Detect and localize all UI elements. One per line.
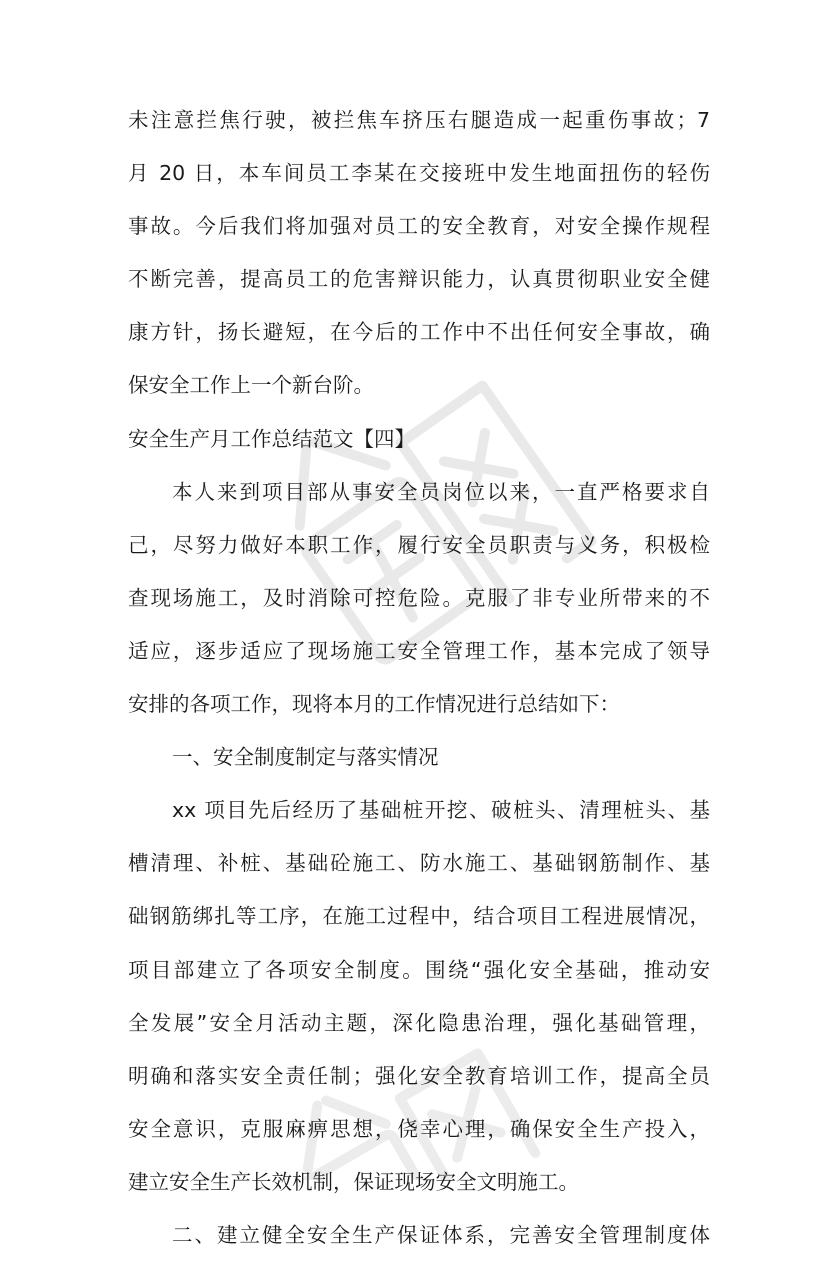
body-line: 建立安全生产长效机制，保证现场安全文明施工。: [128, 1169, 579, 1194]
body-line: 未注意拦焦行驶，被拦焦车挤压右腿造成一起重伤事故；7: [128, 108, 710, 132]
subsection-heading: 一、安全制度制定与落实情况: [172, 745, 439, 770]
body-line: 项目部建立了各项安全制度。围绕“强化安全基础，推动安: [128, 957, 710, 982]
body-line: xx 项目先后经历了基础桩开挖、破桩头、清理桩头、基: [172, 798, 710, 823]
section-heading: 安全生产月工作总结范文【四】: [128, 426, 415, 451]
body-line: 保安全工作上一个新台阶。: [128, 373, 374, 398]
document-body: [128, 94, 710, 1262]
body-line: 安排的各项工作，现将本月的工作情况进行总结如下：: [128, 692, 620, 717]
body-line: 安全意识，克服麻痹思想，侥幸心理，确保安全生产投入，: [128, 1116, 710, 1141]
body-line: 全发展”安全月活动主题，深化隐患治理，强化基础管理，: [128, 1010, 710, 1035]
body-line: 础钢筋绑扎等工序，在施工过程中，结合项目工程进展情况，: [128, 904, 710, 929]
body-line: 己，尽努力做好本职工作，履行安全员职责与义务，积极检: [128, 532, 710, 557]
body-line: 月 20 日，本车间员工李某在交接班中发生地面扭伤的轻伤: [128, 161, 710, 186]
body-line: 本人来到项目部从事安全员岗位以来，一直严格要求自: [172, 479, 710, 504]
subsection-heading: 二、建立健全安全生产保证体系，完善安全管理制度体: [172, 1222, 710, 1247]
body-line: 事故。今后我们将加强对员工的安全教育，对安全操作规程: [128, 214, 710, 239]
body-line: 槽清理、补桩、基础砼施工、防水施工、基础钢筋制作、基: [128, 851, 710, 876]
body-line: 适应，逐步适应了现场施工安全管理工作，基本完成了领导: [128, 638, 710, 663]
body-line: 明确和落实安全责任制；强化安全教育培训工作，提高全员: [128, 1063, 710, 1088]
body-line: 不断完善，提高员工的危害辩识能力，认真贯彻职业安全健: [128, 267, 710, 292]
body-line: 康方针，扬长避短，在今后的工作中不出任何安全事故，确: [128, 320, 710, 345]
body-line: 查现场施工，及时消除可控危险。克服了非专业所带来的不: [128, 585, 710, 610]
